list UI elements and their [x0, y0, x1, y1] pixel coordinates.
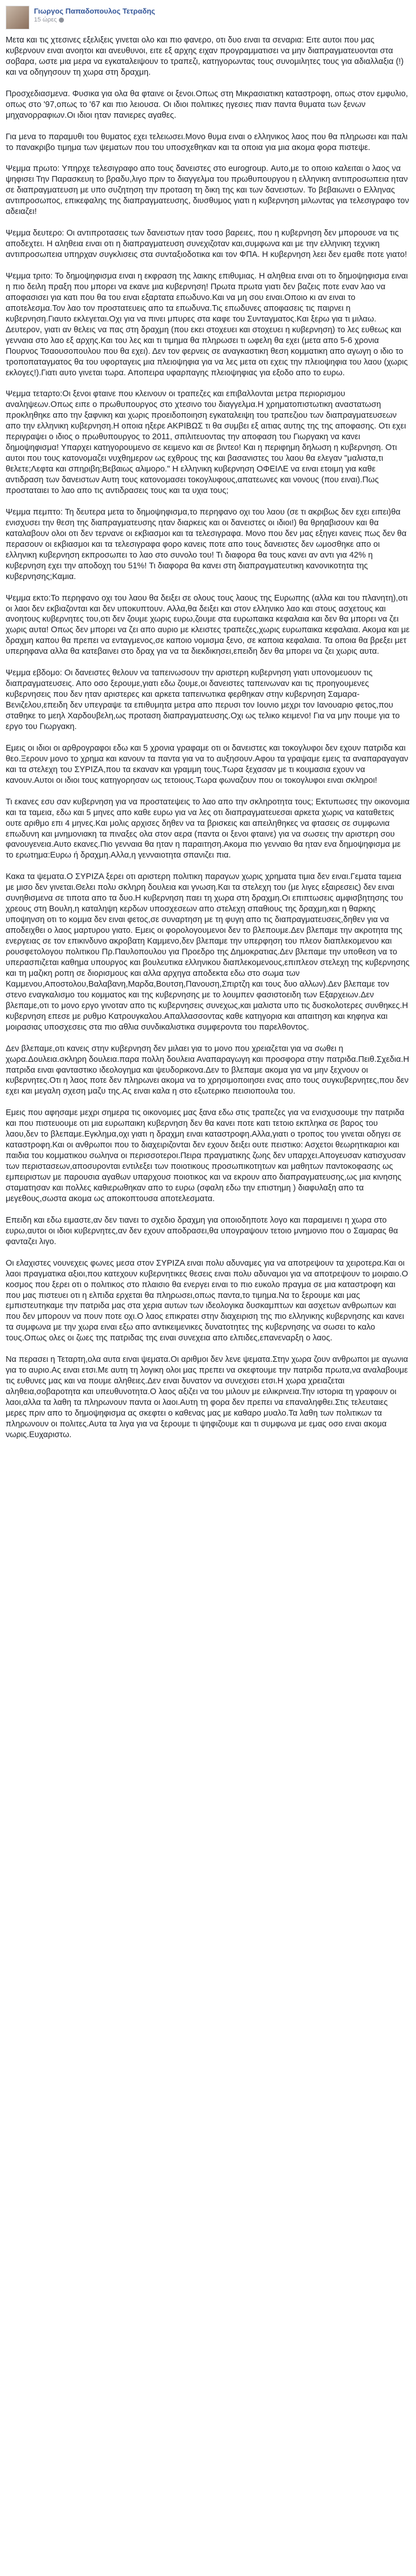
post-paragraph: Προσχεδιασμενα. Φυσικα για ολα θα φταινε οι ξενοι.Οπως στη Μικρασιατικη καταστροφη, οπως στον εμφυλιο, οπως στο '97,οπως το '67 και πιο λειουσα. Οι ιδιοι πολιτικες ηγεσιες πιαν παντα θυματα των ξενων μηχανορραφιων.Οι ιδιοι ηταν πανιερες αγαθες.: [6, 89, 410, 120]
paragraph-spacer: [6, 1344, 410, 1355]
author-avatar[interactable]: [6, 6, 29, 29]
post-paragraph: Για μενα το παραμυθι του θυματος εχει τελειωσει.Μονο θυμα ειναι ο ελληνικος λαος που θα πληρωσει και παλι το πανακριβο τιμημα των ψεματων που του υποσχεθηκαν και τα οποια για μια ακομα φορα πιστεψε.: [6, 132, 410, 152]
post-paragraph: Ψεμμα πρωτο: Υπηρχε τελεσιγραφο απο τους δανειστες στο eurogroup. Αυτο,με το οποιο καλειται ο λαος να ψηφισει Την Παρασκευη το βραδυ,λιγο πριν το διαγγελμα του πρωθυπουργου η ελληνικη αντιπροσωπεια ηταν σε διαπραγματευση με υπο συζητηση την προταση τη δικη της και των δανειστων. Το βεβαιωνει ο Ελληνας αντιπροσωπος, επικεφαλης της διαπραγματευσης, διυσθυμος γιατι η κυβερνηση μιλωντας για τελεσιγραφο τον αδειαζει!: [6, 164, 411, 217]
paragraph-spacer: [6, 379, 410, 389]
paragraph-spacer: [6, 657, 410, 668]
paragraph-spacer: [6, 153, 410, 164]
post-paragraph: Να περασει η Τεταρτη,ολα αυτα ειναι ψεματα.Οι αριθμοι δεν λενε ψεματα.Στην χωρα ζουν ανθρωποι με αγωνια για το αυριο.Ας ειναι ετσι.Με αυτη τη λογικη ολοι μας πρεπει να σκεφτουμε την πατριδα πρωτα,να αναλαβουμε τις ευθυνες μας και να πουμε αληθειες.Δεν ειναι δυνατον να συνεχισει ετσι.Η χωρα χρειαζεται αληθεια,σοβαροτητα και υπευθυνοτητα.Ο λαος αξιζει να του μιλουν με ειλικρινεια.Την ιστορια τη γραφουν οι λαοι,αλλα τα λαθη τα πληρωνουν παντα οι λαοι.Αυτη τη φορα δεν πρεπει να επαναληφθει.Στις τελευταιες μερες πριν απο το δημοψηφισμα ας σκεφτει ο καθενας μας με καθαρο μυαλο.Τα λαθη των πολιτικων τα πληρωνουν οι πολιτες.Αυτα τα λιγα για να ξερουμε τι ψηφιζουμε και τι συμφωνα με εμας οσο ειναι ακομα νωρις.Ευχαριστω.: [6, 1355, 411, 1439]
paragraph-spacer: [6, 1097, 410, 1108]
post-timestamp[interactable]: 15 ώρες: [34, 16, 57, 23]
post-paragraph: Κακα τα ψεματα.Ο ΣΥΡΙΖΑ ξερει οτι αριστερη πολιτικη παραγων χωρις χρηματα τιμια δεν ειναι.Γεματα ταμεια με μισο δεν γινεται.Θελει πολυ σκληρη δουλεια και γνωση.Και τα στελεχη του (με λιγες εξαιρεσεις) δεν ειναι συνηθισμενα σε τιποτα απο τα δυο.Η κυβερνηση παει τη χωρα στη δραχμη.Οι επιπτωσεις αμφισβητησης του χρεους στη Βουλη,η καταληψη κερδων υποσχεσεων απο στελεχη σπαθιους της δραχμη,και η θαρκης υποψηνση οτι το κομμα δεν ειναι φετος,σε συναρτηση με τη φυγη απο τις διαπραγματευσεις,δηθεν για να αποδειχθει ο λαος μαρτυρου γιατο. Εμεις οι φορολογουμενοι δεν το βλεπουμε.Δεν βλεπαμε την ακροτητα της ενεργειας σε τον επικινδυνο ακροβατη Καμμενο,δεν βλεπαμε την υπερφηση του πλεον διαπλεκομενου και ρουσφετολογου πολιτικου Πρ.Παυλοπουλου για Προεδρο της Δημοκρατιας.Δεν βλεπαμε την υποθεση να το υπερασπιζεται καθημα υπουργος και βουλευτικα ελληνικου διαπλεκομενους,επιπλεον στελεχη της κυβερνησης και τη μαζικη ροπη σε διορισμους και αλλα αρχηγα αποδεκτα εδω στο σωμα των Καμμενου,Αποστολου,Βαλαβανη,Μαρδα,Βουτση,Πανουση,Σπιρτζη και τους δυο αλλων).Δεν βλεπαμε τον στενο εναγκαλισμο του κομματος και της κυβερνησης με το λουμπεν φασιστοειδη των Εξαρχειων.Δεν βλεπαμε,οτι το μονο εργο γινοταν απο τις κυβερνησεις συνεχως,και μαλιστα υπο τις δυσκολοτερες συνθηκες.Η κυβερνηση επεσε με ρυθμο Κατρουγκαλου.Απαλλασσοντας καθε κατηγορια και απαιτηση και κηφηνα και μοιρασιας υποσχεσεις στα πιο αθλια συνδικαλιστικα συμφεροντα του παρελθοντος.: [6, 872, 412, 1032]
paragraph-spacer: [6, 1248, 410, 1258]
post-paragraph: Επειδη και εδω ειμαστε,αν δεν τιανει το σχεδιο δραχμη για οποιοδηποτε λογο και παραμεινει η χωρα στο ευρω,αυτοι οι ιδιοι κυβερνητες,αν δεν εχουν αποδρασει,θα υπογραψουν τετοιο μνημονιο που ο Σαμαρας θα φανταζει λιγο.: [6, 1215, 401, 1246]
paragraph-spacer: [6, 582, 410, 593]
post-paragraph: Ψεμμα τεταρτο:Οι ξενοι φταινε που κλεινουν οι τραπεζες και επιβαλλονται μετρα περιορισμου αναληψεων.Οπως ειπε ο πρωθυπουργος στο χτεσινο του διαγγελμα.Η χρηματοπιστωτικη αναστατωση προκληθηκε απο την ξαφνικη και χωρις προειδοποιηση εγκαταλειψη του τραπεζιου των διαπραγματευσεων απο την ελληνικη κυβερνηση.Η οποια ηξερε ΑΚΡΙΒΩΣ τι θα συμβει εξ αιτιας αυτης της της αποφασης. Οτι εχει περιγραψει ο ιδιος ο πρωθυπουργος το 2011, σπιλιτευοντας την αποφαση του Γιωργακη να κανει δημοψηφισμα! Υπαρχει κατηγορουμενο σε κειμενο και σε βιντεο! Και η περιφημη δηλωση η κυβερνηση. Οτι αυτοι που τους κατονομαζει νυχθημερον ως εχθρους της και βασανιστες του λαου θα ελεγαν "μαλιστα,τι θελετε;Λεφτα και σπηριβη;Βεβαιως αλιμορο." Η ελληνικη κυβερνηση ΟΦΕΙΛΕ να ειναι ετοιμη για καθε αντιδραση των δανειστων Αυτη τους κατονομασει τοκογλυφους,απατεωνες και νονους (που ειναι).Πως προσταταιει το λαο απο τις αντιδρασεις τους και τα υχια τους;: [6, 389, 409, 496]
paragraph-spacer: [6, 786, 410, 797]
paragraph-spacer: [6, 732, 410, 743]
paragraph-spacer: [6, 1205, 410, 1215]
paragraph-spacer: [6, 496, 410, 507]
post-paragraph: Ψεμμα τριτο: Το δημοψηφισμα ειναι η εκφραση της λαικης επιθυμιας. Η αληθεια ειναι οτι το δημοψηφισμα ειναι η πιο δειλη πραξη που μπορει να εκανε μια κυβερνηση! Πρωτα πρωτα γιατι δεν βαζεις ποτε εναν λαο να αποφασισει για κατι που θα του ειναι εξαρτατα επωδυνο.Και να μη σου ειναι.Οποιο κι αν ειναι το αποτελεσμα.Τον λαο τον προστατευεις απο τα επωδυνα.Τις επωδυνες αποφασεις τις παιρνει η κυβερνηση.Γιαυτο εκλεγεται.Οχι για να πινει μπυρες στα καφε του Συνταγματος.Και ξερω για τι μιλαω. Δευτερον, γιατι αν θελεις να πας στη δραχμη (που εκει στοχευει και στοχευει η κυβερνηση) το λες ευθεως και γενναια στο λαο εξ αρχης.Και του λες και τι τιμημα θα πληρωσει τι ωφελη θα εχει (μετα απο 5-6 χρονια Πουρνος Τσαουσοπουλου που θα εχει). Δεν τον φερνεις σε αναγκαστικη θεση κομματικη απο αγωγη ο ιδιο το τροποπαταγματος θα του υφορταγεις μια πλειοψηφια για να λες μετα οτι εχεις την πλειοψηφια του λαου (χωρις εκλογες!).Γιατι αυτο γινεται τωρα. Αποπειρα υφαρπαγης πλειοψηφιας για εξοδο απο το ευρω.: [6, 271, 410, 378]
author-name[interactable]: Γιωργος Παπαδοπουλος Τετραδης: [34, 7, 156, 15]
post-paragraph: Ψεμμα πεμπτο: Τη δευτερα μετα το δημοψηφισμα,το περηφανο οχι του λαου (σε τι ακριβως δεν εχει ειπει)θα ενισχυσει την θεση της διαπραγματευσης ηταν διαρκεις και οι δανειστες οι ιδιοι!) θα θρηαβισουν και θα καταλαβουν ολοι οτι δεν τερνανε οι εκβιασμοι και τα τελεσιγραφα. Μονο που δεν μας εξηγει κανεις πως δεν θα περασουν οι εκβιασμοι και τα τελεσιγραφα φορο κανεις ποτε απο τους δανειστες δεν ωμοσθηκε απο οι ελληνικη κυβερνηση εκπροσωπει το λαο στο συνολο του! Τι διαφορα θα τους κανει αν αντι για 42% η κυβερνηση εχει την αποδοχη του 51%! Τι διαφορα θα κανει στη διαπραγματευτικη κανονικοτητα της κυβερνησης;Καμια.: [6, 507, 409, 581]
timestamp-row: [34, 16, 155, 23]
post-header: [6, 6, 410, 29]
paragraph-spacer: [6, 861, 410, 872]
post-paragraph: Ψεμμα εκτο:Το περηφανο οχι του λαου θα δειξει σε ολους τους λαους της Ευρωπης (αλλα και του πλανητη),οτι οι λαοι δεν εκβιαζονται και δεν υποκυπτουν. Αλλα,θα δειξει και στον ελληνικο λαο και στους ασχετους και ανοητους κυβερνητες του,οτι δεν ζουμε χωρις ευρω,ζουμε στα ευρωπαικα κεφαλαια και δεν θα μπορει να ζει χωρις αυτα! Οπως δεν μπορει να ζει απο αυριο με κλειστες τραπεζες,χωρις ευρωπαικα κεφαλαια. Ακομα και με δραχμη καπου θα πρεπει να ενταγμενος,σε καποιο νομισμα ξενο, σε καποια κεφαλαια. Τα οποια θα βρεξει μετ υπερηφανα αλλα θα κατεβαινει στο δραχ για να τα διεκδικησει,επειδη δεν θα μπορει να ζει χωρις αυτα.: [6, 593, 412, 657]
paragraph-spacer: [6, 260, 410, 271]
paragraph-spacer: [6, 1033, 410, 1044]
paragraph-spacer: [6, 78, 410, 89]
post-paragraph: Οι ελαχιστες νουνεχεις φωνες μεσα στον ΣΥΡΙΖΑ ειναι πολυ αδυναμες για να αποτρεψουν τα χειροτερα.Και οι λαοι πραγματικα αξιοι,που κατεχουν κυβερνητικες θεσεις ειναι πολυ αδυναμοι για να αποτρεψουν το μοιραιο.Ο κοσμος που ξερει οτι ο πολιτικος στο πλαισιο θα ενεργει ειναι το πιο ευκολο πραγμα σε μια καταστροφη και που μας πιστευει οτι η ελπιδα ερχεται θα πληρωσει,οπως παντα,το τιμημα.Να το ξερουμε και μας εμπιστευτηκαμε την πατριδα μας στα χερια αυτων των ιδεολογικα δυσκαμπτων και ασχετων ανθρωπων και που δεν μπορουν να πουν ποτε οχι.Ο λαος επικρατει στην διαχειριση της πιο ελληνικης κυβερνησης και κανει τα συμφωνα με την χωρα ειναι εξω απο αντικειμενικες δυνατοτητες της κυβερνησης να σωσει το καλο τους.Οπως ολες οι ζωες της πατριδας της ειναι συνεχεια απο ελπιδες,επανεναρξη ο λαος.: [6, 1258, 411, 1343]
paragraph-spacer: [6, 121, 410, 132]
post-paragraph: Εμεις που αφησαμε μεχρι σημερα τις οικονομιες μας ξανα εδω στις τραπεζες για να ενισχυσουμε την πατριδα και που πιστευουμε οτι μια ευρωπαικη κυβερνηση δεν θα κανει ποτε κατι τετοιο εκπληκα σε βαρος του λαου,δεν το βλεπαμε.Εγκλημα,οχι γιατι η δραχμη ειναι καταστροφη.Αλλα,γιατι ο τροπος του γινεται οδηγει σε καταστροφη.Και οι ανθρωποι που το διαχειριζονται δεν εχουν δειξει ουτε πειστικο: Ασχετοι θεωρητικαριοι και παιδια του κομματικου σωληνα οι περισσοτεροι.Πειρα πραγματικης ζωης δεν υπαρχει.Απογευσαν κατισχυσαν των περιστασεων,αποσυρονται εντιλεξει των ποιοτικους προσωπικοτητων και μαθητων παντοκοφασης ως εμπειριστων με παρουσια αγαθων υπαρχουσ ποιοτικος και να εκρουν απο διαπραγματευσης,ως μια κινησης σταματησαν και πολλες καθιερωθηκαν απο το ευρω (σφαλη εδω την επιστημη ) διαφυλαξη απο τα μεγεθους,σωστα ακομα ως αποκοπτουσα αποτελεσματα.: [6, 1108, 408, 1203]
post-paragraph: Δεν βλεπαμε,οτι κανεις στην κυβερνηση δεν μιλαει για το μονο που χρειαζεται για να σωθει η χωρα.Δουλεια.σκληρη δουλεια.παρα πολλη δουλεια Αναπαραγωγη και προσφορα στην πατριδα.Πειθ.Σχεδια.Η πατριδα ειναι φανταστικο ιδεολογημα και ψευδορικονα.Δεν το βλεπαμε ακομα για να μην ξεχνουν οι κυβερνητες.Οτι η λαος ποτε δεν πληρωνει ακομα να το χρησιμοποιησει ενας απο τους συγκυβερνητες,που δεν εχει και μεγαλη σχεση μαζυ της.Ας ειναι καλα η στο εξωτερικο πεισιοπουλα του.: [6, 1044, 411, 1096]
post-body: [6, 35, 410, 1441]
post-paragraph: Μετα και τις χτεσινες εξελιξεις γινεται ολο και πιο φανερο, οτι δυο ειναι τα σεναρια: Ειτε αυτοι που μας κυβερνουν ειναι ανοητοι και ανευθυνοι, ειτε εξ αρχης ειχαν προγραμματισει να μην διαπραγματευονται στα σοβαρα, ωστε μια μερα να εγκαταλειψουν το τραπεζι, κατηγορωντας τους συνομιλητες τους για αδιαλλαξια (!) και να οδηγησουν τη χωρα στη δραχμη.: [6, 36, 406, 77]
post-paragraph: Ψεμμα εβδομο: Οι δανειστες θελουν να ταπεινωσουν την αριστερη κυβερνηση γιατι υπονομευουν τις διαπραγματευσεις. Απο οσο ξερουμε,γιατι εδω ζουμε,οι δανειστες ταπεινωναν και τις προηγουμενες κυβερνησεις που δεν ηταν αριστερες και αρκετα ταπεινωτικα φερθηκαν στην κυβερνηση Σαμαρα-Βενιζελου,επειδη δεν υπεγραψε τα επιθυμητα μετρα απο περυσι τον Ιουνιο μεχρι τον Ιανουαριο φετος,που σταθηκε το μεηλ Χαρδουβελη,ως προταση διαπραγματευσης.Οχι ως τελικο κειμενο! Για να μην πουμε για το εργο του Γιωργακη.: [6, 668, 402, 731]
post-paragraph: Τι εκανες εσυ σαν κυβερνηση για να προστατεψεις το λαο απο την σκληροτητα τους; Εκτυπωσες την οικονομια και τα ταμεια, εδω και 5 μηνες απο καθε ευρω για να λες οτι διαπραγματευεσαι αρκετα χωρις να καταθετεις ουτε αριθμο επι 4 μηνες.Και μολις αρχισες δηθεν να τα βρισκεις και απειληθηκες να φτασεις σε συμφωνια επωδυνη και μνημονιακη τα πιναξες ολα στον αερα (παντα οι ξενοι φταινε) για να σωσεις την αριστερη σου φανουγενεια.Αυτο εκανες.Πιο γενναια θα ηταν η παραιτηση.Ακομα πιο γενναιο θα ηταν ενα δημοψηφισμα με το ερωτημα:Ευρω ή δραχμη.Αλλα,η γενναιοτητα σπανιζει πια.: [6, 797, 412, 860]
post-paragraph: Εμεις οι ιδιοι οι αρθρογραφοι εδω και 5 χρονια γραφαμε οτι οι δανειστες και τοκογλυφοι δεν εχουν πατριδα και θεο.Ξερουν μονο το χρημα και κανουν τα παντα για να το αυξησουν.Αφου τα γραψαμε εμεις τα αναπαραγαγαν και τα στελεχη του ΣΥΡΙΖΑ,που τα εκαναν και γραμμη τους.Τωρα ξεχασαν με τι κουμασια εχουν να κανουν.Αυτοι οι ιδιοι τους κατηγορησαν ως τετοιους.Τωρα φωναζουν που οι τοκογλυφοι ειναι σκληροι!: [6, 743, 411, 785]
globe-icon: [59, 18, 64, 23]
post-paragraph: Ψεμμα δευτερο: Οι αντιπροτασεις των δανειστων ηταν τοσο βαρειες, που η κυβερνηση δεν μπορουσε να τις αποδεχτει. Η αληθεια ειναι οτι η διαπραγματευση συνεχιζοταν και,συμφωνα και με την ελληνικη τεχνικη αντιπροσωπεια υπηρχαν συγκλισεις στα συνταξιοδοτικα και τον ΦΠΑ. Η κυβερνηση λεει δεν εμαθε ποτε γιατο!: [6, 229, 408, 260]
paragraph-spacer: [6, 217, 410, 228]
post-meta: [34, 6, 155, 23]
